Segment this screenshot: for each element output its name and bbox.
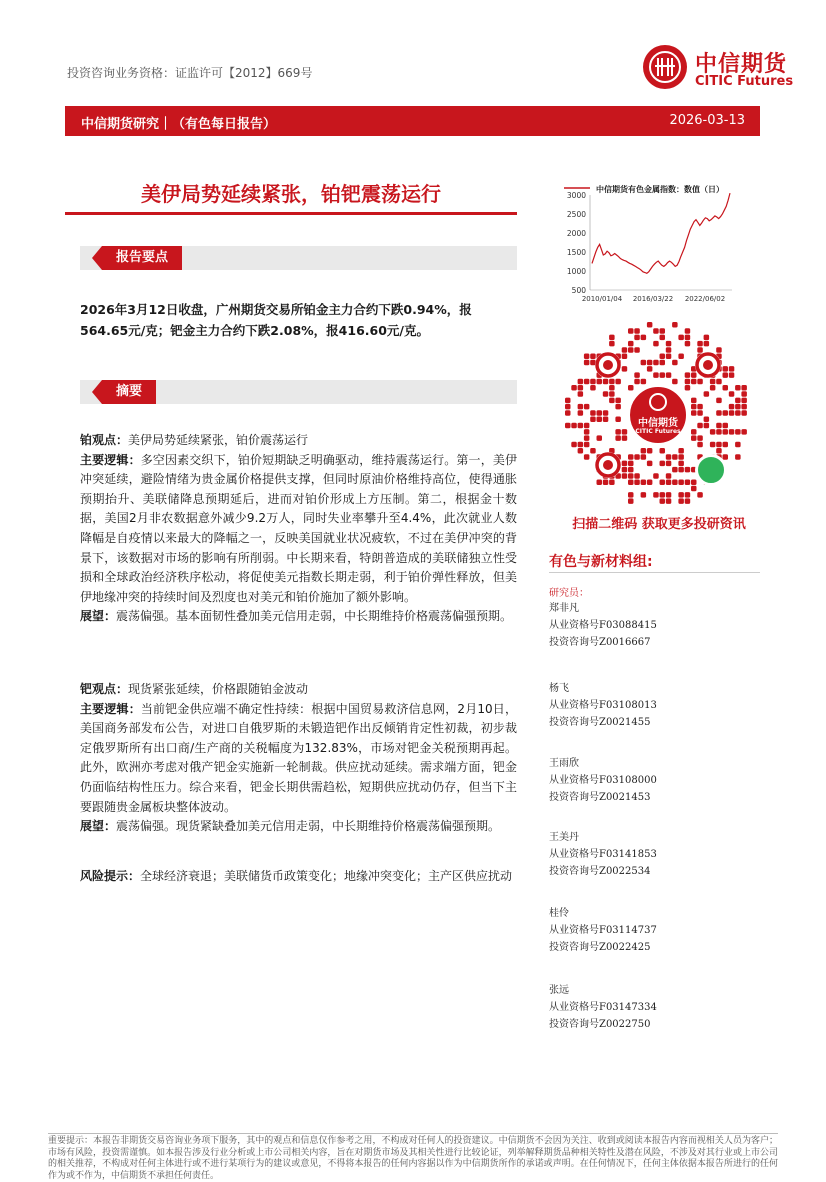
qr-module: [735, 398, 741, 404]
qr-module: [634, 347, 640, 353]
qr-module: [565, 404, 571, 410]
qr-module: [735, 429, 741, 435]
qr-module: [622, 435, 628, 441]
qr-module: [691, 372, 697, 378]
platinum-outlook: 展望：震荡偏强。基本面韧性叠加美元信用走弱，中长期维持价格震荡偏强预期。: [80, 609, 513, 624]
y-tick-label: 3000: [566, 191, 586, 200]
qr-module: [729, 429, 735, 435]
platinum-view: 铂观点：美伊局势延续紧张，铂价震荡运行: [80, 433, 309, 447]
qr-module: [609, 385, 615, 391]
qr-module: [660, 498, 666, 504]
qr-module: [609, 341, 615, 347]
qr-module: [741, 391, 747, 397]
risk-block: [80, 867, 517, 887]
qr-module: [622, 366, 628, 372]
qr-module: [697, 442, 703, 448]
qr-center-badge: [627, 384, 689, 446]
qr-module: [678, 492, 684, 498]
qr-module: [704, 335, 710, 341]
qr-module: [597, 417, 603, 423]
qr-module: [704, 423, 710, 429]
qr-module: [641, 454, 647, 460]
qr-module: [653, 372, 659, 378]
qr-module: [641, 480, 647, 486]
qr-module: [660, 480, 666, 486]
qr-module: [622, 461, 628, 467]
qr-module: [628, 492, 634, 498]
palladium-view: 钯观点：现货紧张延续，价格跟随铂金波动: [80, 682, 309, 696]
qr-module: [729, 366, 735, 372]
qr-module: [678, 467, 684, 473]
qr-module: [741, 410, 747, 416]
qr-module: [716, 442, 722, 448]
qr-module: [691, 410, 697, 416]
qr-module: [741, 404, 747, 410]
qr-module: [691, 398, 697, 404]
qr-module: [716, 398, 722, 404]
qr-module: [597, 410, 603, 416]
qr-finder-dot: [703, 360, 713, 370]
qr-module: [615, 379, 621, 385]
qr-module: [590, 379, 596, 385]
qr-module: [678, 461, 684, 467]
qr-module: [685, 385, 691, 391]
qr-module: [672, 480, 678, 486]
qr-module: [584, 404, 590, 410]
qr-module: [723, 372, 729, 378]
qr-module: [678, 480, 684, 486]
qr-module: [697, 341, 703, 347]
qr-module: [578, 379, 584, 385]
qr-module: [666, 473, 672, 479]
qr-module: [634, 379, 640, 385]
qr-module: [729, 372, 735, 378]
qr-module: [691, 435, 697, 441]
qr-module: [735, 385, 741, 391]
qr-module: [704, 417, 710, 423]
qr-module: [697, 435, 703, 441]
qr-module: [723, 442, 729, 448]
qr-module: [678, 454, 684, 460]
y-tick-label: 1500: [566, 248, 586, 257]
qr-module: [641, 335, 647, 341]
banner-report-type: 中信期货研究｜（有色每日报告）: [81, 117, 277, 132]
qr-module: [641, 492, 647, 498]
qr-module: [660, 360, 666, 366]
qr-module: [672, 322, 678, 328]
qr-module: [565, 410, 571, 416]
qr-module: [666, 480, 672, 486]
qr-module: [584, 360, 590, 366]
qr-module: [622, 354, 628, 360]
qr-module: [603, 480, 609, 486]
risk-text: 全球经济衰退；美联储货币政策变化；地缘冲突变化；主产区供应扰动: [140, 869, 513, 883]
qr-module: [660, 448, 666, 454]
y-tick-label: 500: [571, 286, 586, 295]
qr-module: [615, 435, 621, 441]
qr-module: [584, 442, 590, 448]
qr-module: [634, 335, 640, 341]
qr-module: [578, 442, 584, 448]
qr-module: [622, 347, 628, 353]
qr-module: [660, 492, 666, 498]
qr-module: [641, 379, 647, 385]
qr-module: [666, 461, 672, 467]
logo-emblem-icon: [643, 45, 687, 89]
qr-module: [716, 347, 722, 353]
qr-module: [723, 385, 729, 391]
y-tick-label: 1000: [566, 267, 586, 276]
qr-module: [647, 322, 653, 328]
qr-module: [723, 366, 729, 372]
qr-module: [609, 391, 615, 397]
palladium-logic: 主要逻辑：当前钯金供应端不确定性持续：根据中国贸易救济信息网，2月10日，美国商务部发布公告，对进口自俄罗斯的未锻造钯作出反倾销肯定性初裁，初步裁定俄罗斯所有出口商/生产商的关税幅度为132.83%，市场对钯金关税预期再起。此外，欧洲亦考虑对俄产钯金实施新一轮制裁。供应扰动延续。需求端方面，钯金仍面临结构性压力。综合来看，钯金长期供需趋松，短期供应扰动仍存，但当下主要跟随贵金属板块整体波动。: [80, 701, 517, 814]
keypoint-text: 2026年3月12日收盘，广州期货交易所铂金主力合约下跌0.94%，报564.65元/克；钯金主力合约下跌2.08%，报416.60元/克。: [80, 302, 472, 338]
qr-module: [628, 341, 634, 347]
qr-finder-dot: [603, 360, 613, 370]
qr-module: [710, 442, 716, 448]
qr-module: [685, 498, 691, 504]
qr-module: [584, 423, 590, 429]
index-chart: [560, 180, 750, 310]
qr-module: [578, 385, 584, 391]
qr-module: [603, 417, 609, 423]
qr-module: [723, 429, 729, 435]
qr-module: [660, 372, 666, 378]
qr-module: [609, 379, 615, 385]
title-divider: [65, 212, 517, 215]
team-title: 有色与新材料组:: [549, 554, 653, 570]
analyst-3: 王雨欣 从业资格号F03108000 投资咨询号Z0021453: [549, 758, 657, 804]
qr-module: [710, 429, 716, 435]
qr-module: [729, 391, 735, 397]
chart-title: 中信期货有色金属指数：数值（日）: [596, 185, 724, 194]
qr-module: [628, 467, 634, 473]
platinum-block: [80, 431, 517, 627]
qr-module: [584, 379, 590, 385]
qr-module: [704, 391, 710, 397]
risk-label: 风险提示：: [80, 869, 141, 883]
qr-module: [609, 480, 615, 486]
chart-svg: [560, 180, 750, 310]
qr-module: [697, 347, 703, 353]
qr-module: [716, 448, 722, 454]
qr-module: [565, 423, 571, 429]
qr-module: [660, 328, 666, 334]
qr-module: [578, 423, 584, 429]
analyst-6: 张远 从业资格号F03147334 投资咨询号Z0022750: [549, 985, 657, 1031]
qr-module: [628, 385, 634, 391]
qr-module: [697, 423, 703, 429]
qr-module: [634, 372, 640, 378]
qr-module: [628, 473, 634, 479]
qr-module: [578, 391, 584, 397]
analyst-1: 郑非凡 从业资格号F03088415 投资咨询号Z0016667: [549, 603, 657, 649]
qr-module: [584, 429, 590, 435]
keypoints-tag: 报告要点: [102, 246, 182, 270]
palladium-outlook: 展望：震荡偏强。现货紧缺叠加美元信用走弱，中长期维持价格震荡偏强预期。: [80, 819, 501, 834]
qr-module: [584, 354, 590, 360]
analyst-5: 桂伶 从业资格号F03114737 投资咨询号Z0022425: [549, 908, 657, 954]
qr-center-icon: [649, 393, 667, 411]
qr-module: [691, 429, 697, 435]
qr-module: [678, 448, 684, 454]
qr-module: [685, 492, 691, 498]
analyst-2: 杨飞 从业资格号F03108013 投资咨询号Z0021455: [549, 683, 657, 729]
qr-finder-dot: [603, 460, 613, 470]
x-tick-label: 2022/06/02: [684, 295, 726, 303]
qr-module: [678, 498, 684, 504]
y-tick-label: 2500: [566, 210, 586, 219]
qr-module: [741, 385, 747, 391]
qr-module: [653, 328, 659, 334]
scan-prompt: 扫描二维码 获取更多投研资讯: [572, 517, 746, 532]
qr-module: [641, 448, 647, 454]
qr-module: [678, 335, 684, 341]
y-tick-label: 2000: [566, 229, 586, 238]
qr-module: [729, 410, 735, 416]
qr-module: [710, 379, 716, 385]
qr-module: [615, 404, 621, 410]
qr-module: [716, 429, 722, 435]
qr-module: [666, 372, 672, 378]
qr-module: [647, 448, 653, 454]
report-date: 2026-03-13: [669, 113, 745, 128]
qr-module: [735, 442, 741, 448]
qr-module: [697, 404, 703, 410]
qr-module: [628, 454, 634, 460]
qr-module: [609, 398, 615, 404]
qr-center-en: CITIC Futures: [635, 428, 681, 435]
x-tick-label: 2016/03/22: [632, 295, 674, 303]
qr-module: [615, 398, 621, 404]
qr-module: [571, 423, 577, 429]
license-text: 投资咨询业务资格：证监许可【2012】669号: [67, 66, 313, 80]
qr-center-cn: 中信期货: [638, 418, 678, 429]
qr-module: [590, 417, 596, 423]
qr-module: [666, 347, 672, 353]
qr-module: [615, 417, 621, 423]
qr-module: [628, 347, 634, 353]
qr-module: [735, 410, 741, 416]
qr-module: [571, 385, 577, 391]
qr-module: [578, 410, 584, 416]
qr-module: [666, 354, 672, 360]
qr-module: [666, 341, 672, 347]
qr-module: [735, 454, 741, 460]
qr-module: [691, 379, 697, 385]
qr-module: [634, 454, 640, 460]
x-tick-label: 2010/01/04: [581, 295, 623, 303]
qr-module: [685, 341, 691, 347]
qr-module: [660, 335, 666, 341]
team-divider: [549, 572, 760, 573]
company-logo: [643, 45, 803, 95]
qr-module: [678, 354, 684, 360]
qr-module: [741, 398, 747, 404]
qr-module: [603, 410, 609, 416]
qr-module: [615, 429, 621, 435]
qr-module: [704, 341, 710, 347]
qr-module: [697, 410, 703, 416]
qr-module: [628, 461, 634, 467]
qr-module: [609, 335, 615, 341]
qr-module: [590, 385, 596, 391]
qr-module: [653, 360, 659, 366]
qr-module: [729, 404, 735, 410]
qr-module: [697, 379, 703, 385]
mini-program-icon: [695, 454, 727, 486]
qr-module: [723, 410, 729, 416]
qr-code[interactable]: [563, 320, 753, 510]
qr-module: [660, 461, 666, 467]
qr-module: [603, 379, 609, 385]
summary-tag: 摘要: [102, 380, 156, 404]
qr-module: [672, 360, 678, 366]
qr-module: [653, 492, 659, 498]
qr-module: [653, 473, 659, 479]
platinum-logic: 主要逻辑：多空因素交织下，铂价短期缺乏明确驱动，维持震荡运行。第一，美伊冲突延续，避险情绪为贵金属价格提供支撑，但同时原油价格维持高位，使得通胀预期抬升、美联储降息预期延后，进而对铂价形成上方压制。第二，根据金十数据，美国2月非农数据意外减少9.2万人，同时失业率攀升至4.4%，此次就业人数降幅是自疫情以来最大的降幅之一，反映美国就业状况疲软，不过在美伊冲突的背景下，该数据对市场的影响有所削弱。中长期来看，特朗普造成的美联储独立性受损和全球政治经济秩序松动，将促使美元指数长期走弱，利于铂价弹性释放，但美伊地缘冲突的持续时间及烈度也对美元和铂价施加了额外影响。: [80, 452, 517, 604]
qr-module: [666, 454, 672, 460]
qr-module: [691, 480, 697, 486]
qr-module: [647, 461, 653, 467]
qr-module: [691, 486, 697, 492]
qr-module: [672, 467, 678, 473]
qr-module: [628, 498, 634, 504]
qr-module: [647, 480, 653, 486]
qr-module: [634, 473, 640, 479]
qr-module: [672, 379, 678, 385]
qr-module: [685, 480, 691, 486]
qr-module: [716, 423, 722, 429]
qr-module: [685, 372, 691, 378]
disclaimer-divider: [48, 1133, 778, 1134]
qr-module: [597, 480, 603, 486]
qr-module: [647, 366, 653, 372]
qr-module: [716, 410, 722, 416]
keypoints-header: [80, 246, 517, 270]
qr-module: [597, 379, 603, 385]
qr-module: [741, 429, 747, 435]
researcher-label: 研究员：: [549, 588, 589, 599]
report-title: 美伊局势延续紧张，铂钯震荡运行: [141, 182, 441, 206]
logo-cn: 中信期货: [695, 52, 788, 77]
qr-module: [660, 354, 666, 360]
qr-module: [597, 435, 603, 441]
series-line: [592, 193, 730, 273]
qr-module: [685, 467, 691, 473]
qr-module: [685, 335, 691, 341]
qr-module: [641, 360, 647, 366]
qr-module: [666, 492, 672, 498]
qr-module: [578, 404, 584, 410]
qr-module: [634, 480, 640, 486]
qr-module: [697, 492, 703, 498]
summary-header: [80, 380, 517, 404]
palladium-block: [80, 680, 517, 837]
qr-module: [584, 435, 590, 441]
report-banner: [65, 106, 760, 136]
qr-module: [691, 404, 697, 410]
qr-module: [685, 328, 691, 334]
qr-module: [622, 429, 628, 435]
qr-module: [723, 423, 729, 429]
qr-module: [590, 354, 596, 360]
qr-module: [716, 379, 722, 385]
disclaimer: 重要提示：本报告非期货交易咨询业务项下服务，其中的观点和信息仅作参考之用，不构成对任何人的投资建议。中信期货不会因为关注、收到或阅读本报告内容而视相关人员为客户；市场有风险，投资需谨慎。如本报告涉及行业分析或上市公司相关内容，旨在对期货市场及其相关性进行比较论证，列举解释期货品种相关特性及潜在风险，不涉及对其行业或上市公司的相关推荐，不构成对任何主体进行或不进行某项行为的建议或意见，不得将本报告的任何内容据以作为中信期货所作的承诺或声明。在任何情况下，任何主体依据本报告所进行的任何作为或不作为，中信期货不承担任何责任。: [48, 1136, 778, 1181]
qr-module: [647, 360, 653, 366]
qr-module: [653, 341, 659, 347]
qr-module: [590, 410, 596, 416]
qr-module: [590, 448, 596, 454]
logo-en: CITIC Futures: [695, 74, 794, 89]
qr-module: [565, 398, 571, 404]
qr-module: [685, 379, 691, 385]
qr-module: [622, 467, 628, 473]
qr-module: [628, 328, 634, 334]
qr-module: [578, 448, 584, 454]
qr-module: [571, 442, 577, 448]
qr-module: [590, 360, 596, 366]
qr-module: [584, 454, 590, 460]
qr-module: [628, 480, 634, 486]
qr-module: [634, 328, 640, 334]
qr-module: [666, 498, 672, 504]
qr-module: [622, 473, 628, 479]
qr-module: [672, 454, 678, 460]
qr-module: [735, 404, 741, 410]
analyst-4: 王美丹 从业资格号F03141853 投资咨询号Z0022534: [549, 832, 657, 878]
qr-module: [710, 385, 716, 391]
qr-module: [603, 391, 609, 397]
